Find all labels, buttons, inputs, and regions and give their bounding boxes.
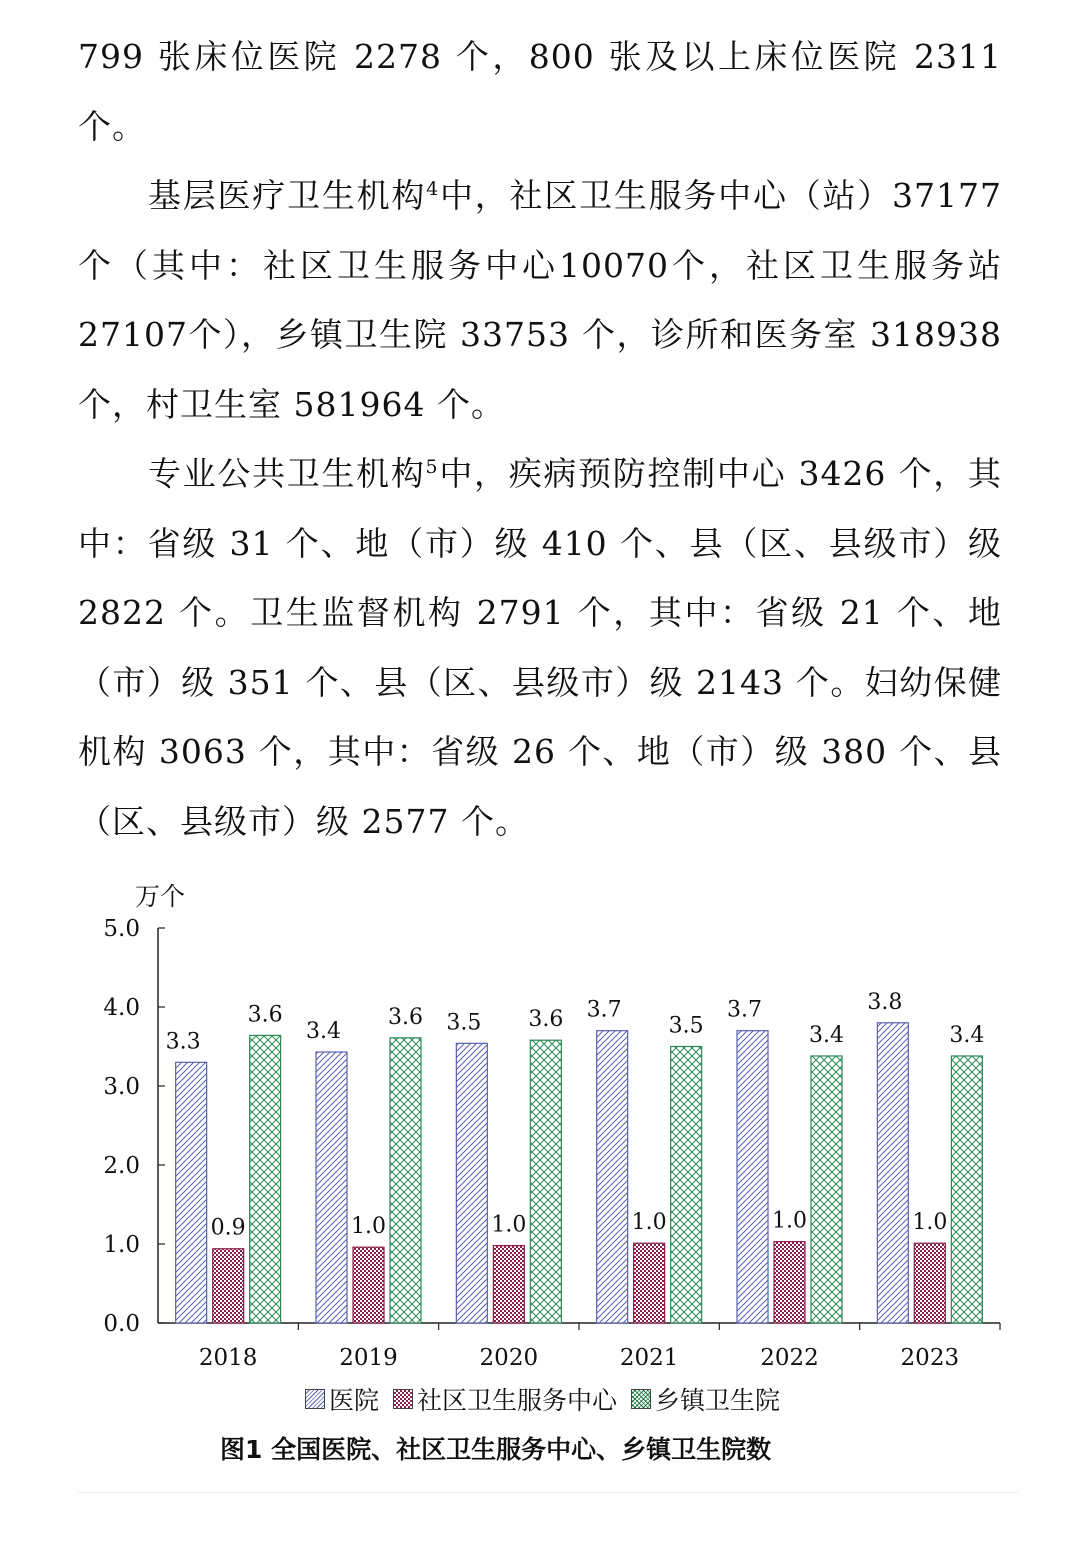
bar-community-2018 [213, 1249, 244, 1323]
bar-chart [0, 860, 1080, 1420]
data-label-community-2019: 1.0 [351, 1214, 386, 1240]
y-tick-label: 2.0 [103, 1153, 140, 1179]
paragraph-public-health [78, 439, 1002, 856]
y-tick-label: 5.0 [103, 916, 140, 942]
data-label-hospital-2018: 3.3 [165, 1029, 201, 1055]
paragraph-bed-size: 799 张床位医院 2278 个，800 张及以上床位医院 2311 个。 [78, 37, 1002, 146]
legend-swatch-hospital [305, 1389, 325, 1409]
data-label-township-2023: 3.4 [949, 1022, 985, 1048]
paragraph-primary-care-lead: 基层医疗卫生机构 [148, 176, 427, 215]
legend-swatch-township [631, 1389, 651, 1409]
data-label-hospital-2023: 3.8 [867, 989, 903, 1015]
x-tick-label: 2019 [339, 1345, 398, 1371]
data-label-township-2021: 3.5 [668, 1013, 704, 1039]
legend-item-township [631, 1381, 780, 1417]
bar-township-2019 [390, 1038, 421, 1323]
bar-hospital-2022 [737, 1031, 768, 1323]
bar-township-2020 [530, 1040, 561, 1323]
bar-township-2018 [250, 1035, 281, 1323]
y-tick-label: 4.0 [103, 995, 140, 1021]
legend-swatch-community [393, 1389, 413, 1409]
data-label-township-2022: 3.4 [809, 1022, 844, 1048]
bar-township-2023 [951, 1056, 982, 1323]
data-label-hospital-2020: 3.5 [446, 1010, 482, 1036]
x-tick-label: 2021 [619, 1345, 679, 1371]
bar-township-2022 [811, 1056, 842, 1323]
data-label-community-2021: 1.0 [631, 1210, 667, 1236]
data-label-hospital-2019: 3.4 [306, 1019, 341, 1045]
data-label-township-2018: 3.6 [247, 1002, 283, 1028]
paragraph-public-health-lead: 专业公共卫生机构 [148, 454, 426, 493]
paragraph-primary-care-body: 中，社区卫生服务中心（站）37177个（其中：社区卫生服务中心10070个，社区卫生服务站27107个），乡镇卫生院 33753 个，诊所和医务室 318938 个，村卫生室 581964 个。 [78, 176, 1002, 424]
data-label-hospital-2022: 3.7 [727, 997, 762, 1023]
y-tick-label: 0.0 [103, 1311, 140, 1337]
y-tick-label: 1.0 [103, 1232, 140, 1258]
x-tick-label: 2020 [479, 1345, 539, 1371]
y-axis-unit-label: 万个 [135, 882, 186, 911]
data-label-community-2018: 0.9 [210, 1215, 246, 1241]
bar-community-2023 [914, 1243, 945, 1323]
legend-label-township: 乡镇卫生院 [655, 1386, 781, 1415]
bar-community-2019 [353, 1247, 384, 1323]
data-label-township-2020: 3.6 [528, 1007, 564, 1033]
bar-hospital-2020 [456, 1043, 487, 1323]
divider [78, 1492, 1018, 1493]
x-tick-label: 2018 [198, 1345, 258, 1371]
bar-community-2020 [493, 1246, 524, 1323]
data-label-community-2022: 1.0 [772, 1208, 807, 1234]
legend-item-community [393, 1381, 617, 1417]
footnote-ref-4: 4 [426, 178, 440, 200]
data-label-community-2023: 1.0 [912, 1210, 948, 1236]
bar-hospital-2021 [597, 1031, 628, 1323]
footnote-ref-5: 5 [425, 456, 439, 478]
data-label-hospital-2021: 3.7 [586, 997, 622, 1023]
chart-bars [176, 1023, 983, 1323]
bar-township-2021 [671, 1047, 702, 1324]
figure-caption: 图1 全国医院、社区卫生服务中心、乡镇卫生院数 [220, 1435, 772, 1464]
paragraph-primary-care [78, 161, 1002, 439]
bar-hospital-2019 [316, 1052, 347, 1323]
bar-hospital-2023 [877, 1023, 908, 1323]
document-body [78, 22, 1002, 856]
bar-hospital-2018 [176, 1062, 207, 1323]
chart-data-labels [166, 990, 985, 1241]
y-tick-label: 3.0 [103, 1074, 140, 1100]
paragraph-public-health-body: 中，疾病预防控制中心 3426 个，其中：省级 31 个、地（市）级 410 个、县（区、县级市）级 2822 个。卫生监督机构 2791 个，其中：省级 21 个、地（市）级 351 个、县（区、县级市）级 2143 个。妇幼保健机构 3063 个，其中：省级 26 个、地（市）级 380 个、县（区、县级市）级 2577 个。 [78, 454, 1002, 841]
chart-legend [305, 1381, 780, 1417]
x-tick-label: 2023 [900, 1345, 960, 1371]
legend-label-community: 社区卫生服务中心 [417, 1386, 618, 1415]
data-label-community-2020: 1.0 [491, 1212, 527, 1238]
data-label-township-2019: 3.6 [388, 1004, 423, 1030]
legend-label-hospital: 医院 [329, 1386, 380, 1415]
x-tick-label: 2022 [760, 1345, 819, 1371]
bar-community-2022 [774, 1242, 805, 1323]
legend-item-hospital [305, 1381, 379, 1417]
bar-community-2021 [634, 1243, 665, 1323]
